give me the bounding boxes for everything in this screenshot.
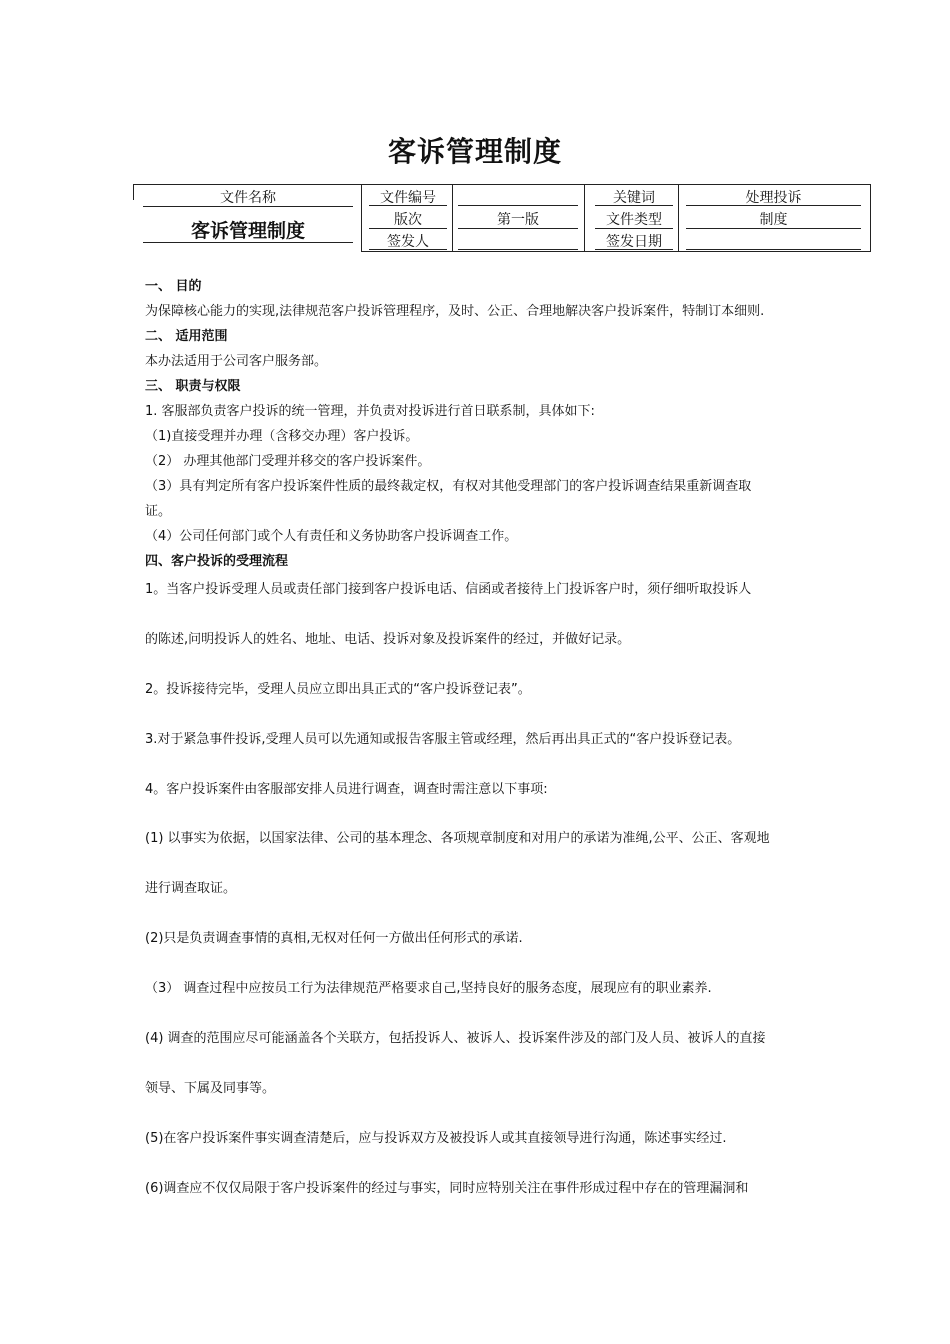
section-3-sub-1: （1)直接受理并办理（含移交办理）客户投诉。 [145, 429, 419, 444]
paragraph: (4) 调查的范围应尽可能涵盖各个关联方，包括投诉人、被诉人、投诉案件涉及的部门及人员、被诉人的直接 [145, 1031, 766, 1046]
keyword-label: 关键词 [613, 190, 655, 206]
underline [458, 249, 578, 250]
version-value: 第一版 [497, 212, 539, 228]
document-title: 客诉管理制度 [387, 135, 562, 168]
underline [595, 249, 673, 250]
issue-date-label: 签发日期 [606, 234, 662, 250]
table-right-border [870, 184, 871, 252]
paragraph: (2)只是负责调查事情的真相,无权对任何一方做出任何形式的承诺. [145, 931, 523, 946]
section-3-sub-2: （2） 办理其他部门受理并移交的客户投诉案件。 [145, 454, 431, 469]
column-line [452, 184, 453, 252]
underline [458, 205, 578, 206]
column-line [584, 184, 585, 252]
underline [686, 205, 861, 206]
underline [686, 228, 861, 229]
paragraph: (5)在客户投诉案件事实调查清楚后，应与投诉双方及被投诉人或其直接领导进行沟通，陈述事实经过. [145, 1131, 727, 1146]
paragraph: 领导、下属及同事等。 [145, 1081, 276, 1096]
file-name-value: 客诉管理制度 [190, 220, 305, 242]
section-2-heading: 二、 适用范围 [145, 329, 228, 344]
paragraph: 4。客户投诉案件由客服部安排人员进行调查，调查时需注意以下事项: [145, 782, 548, 797]
underline [686, 249, 861, 250]
section-3-heading: 三、 职责与权限 [145, 379, 241, 394]
version-label: 版次 [394, 212, 422, 228]
underline [595, 228, 673, 229]
table-top-border [133, 184, 871, 185]
file-type-value: 制度 [759, 212, 788, 228]
underline [369, 205, 447, 206]
underline [458, 228, 578, 229]
section-3-item-1: 1. 客服部负责客户投诉的统一管理，并负责对投诉进行首日联系制，具体如下: [145, 404, 595, 419]
underline [369, 249, 447, 250]
section-1-heading: 一、 目的 [145, 279, 202, 294]
table-bottom-border [361, 251, 871, 252]
section-3-sub-4: （4）公司任何部门或个人有责任和义务协助客户投诉调查工作。 [145, 529, 518, 544]
table-divider [361, 184, 362, 252]
section-1-text: 为保障核心能力的实现,法律规范客户投诉管理程序，及时、公正、合理地解决客户投诉案件，特制订本细则. [145, 304, 765, 319]
table-left-border [133, 184, 134, 200]
column-line [678, 184, 679, 252]
issuer-label: 签发人 [387, 234, 429, 250]
file-type-label: 文件类型 [606, 212, 662, 228]
section-3-sub-3-cont: 证。 [145, 504, 172, 519]
document-info-table [133, 184, 871, 252]
section-2-text: 本办法适用于公司客户服务部。 [145, 354, 328, 369]
paragraph: 的陈述,问明投诉人的姓名、地址、电话、投诉对象及投诉案件的经过，并做好记录。 [145, 632, 631, 647]
underline [143, 242, 353, 243]
paragraph: 3.对于紧急事件投诉,受理人员可以先通知或报告客服主管或经理，然后再出具正式的“客户投诉登记表。 [145, 732, 741, 747]
paragraph: (6)调查应不仅仅局限于客户投诉案件的经过与事实，同时应特别关注在事件形成过程中存在的管理漏洞和 [145, 1181, 749, 1196]
underline [369, 228, 447, 229]
keyword-value: 处理投诉 [745, 190, 802, 206]
section-4-heading: 四、客户投诉的受理流程 [145, 554, 289, 569]
underline [595, 205, 673, 206]
paragraph: (1) 以事实为依据，以国家法律、公司的基本理念、各项规章制度和对用户的承诺为准绳,公平、公正、客观地 [145, 831, 770, 846]
file-no-label: 文件编号 [380, 190, 436, 206]
paragraph: （3） 调查过程中应按员工行为法律规范严格要求自己,坚持良好的服务态度，展现应有的职业素养. [145, 981, 712, 996]
underline [143, 206, 353, 207]
paragraph: 2。投诉接待完毕，受理人员应立即出具正式的“客户投诉登记表”。 [145, 682, 531, 697]
paragraph: 1。当客户投诉受理人员或责任部门接到客户投诉电话、信函或者接待上门投诉客户时，须仔细听取投诉人 [145, 582, 752, 597]
section-3-sub-3: （3）具有判定所有客户投诉案件性质的最终裁定权，有权对其他受理部门的客户投诉调查结果重新调查取 [145, 479, 752, 494]
paragraph: 进行调查取证。 [145, 881, 237, 896]
file-name-label: 文件名称 [220, 190, 276, 206]
